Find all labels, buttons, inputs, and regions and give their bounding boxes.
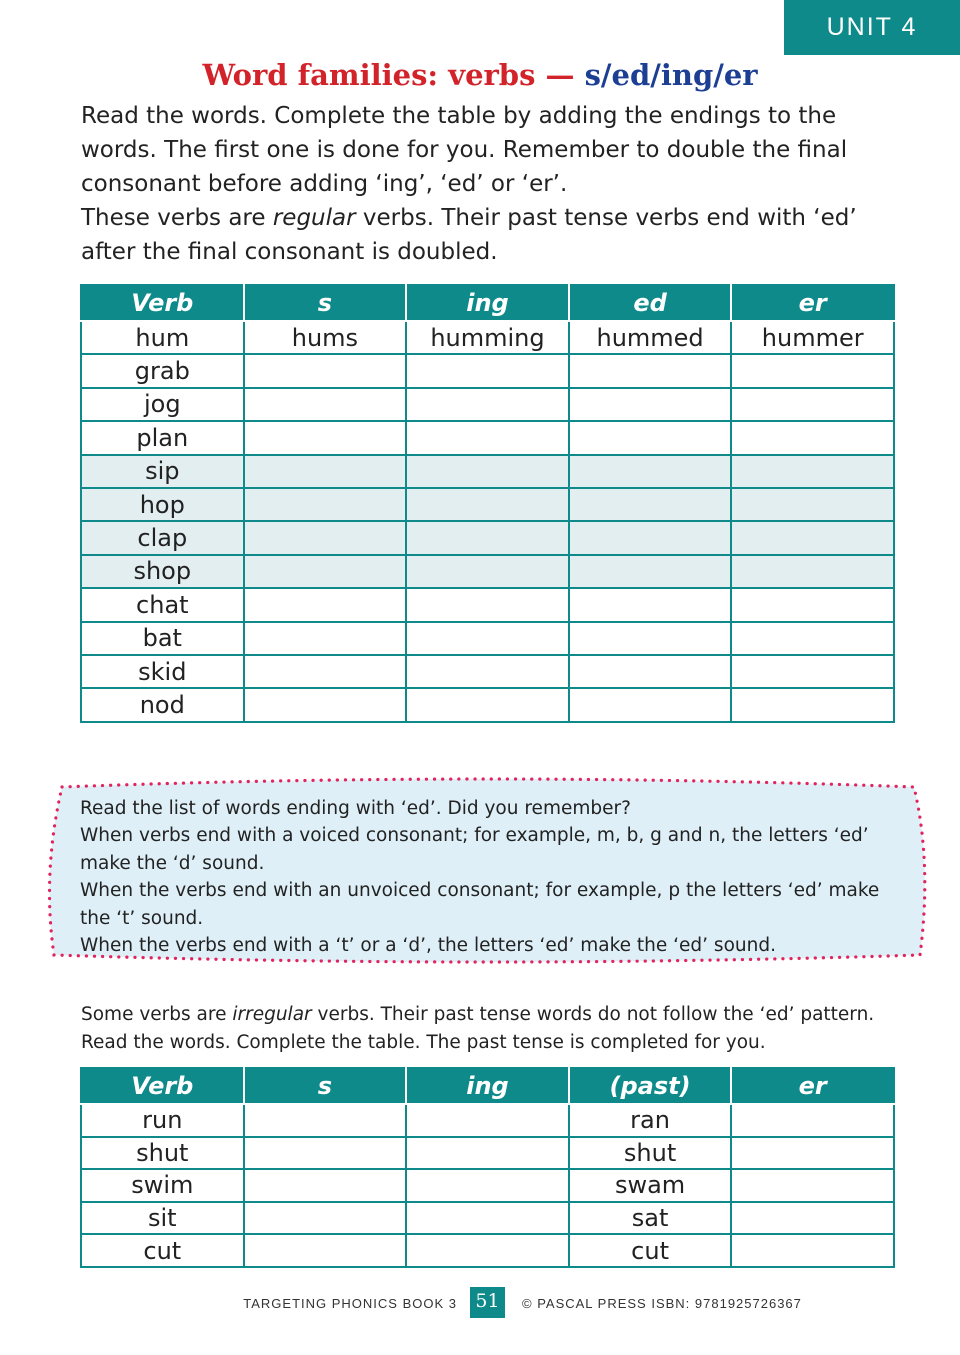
verb-cell: grab	[81, 354, 244, 387]
table-row	[81, 588, 894, 621]
table-header-row	[81, 1068, 894, 1104]
table-row	[81, 488, 894, 521]
table-row	[81, 622, 894, 655]
header-verb: Verb	[81, 285, 244, 321]
instructions-line2	[81, 201, 901, 269]
instructions	[81, 99, 901, 269]
answer-cell[interactable]	[731, 588, 894, 621]
table-row	[81, 1169, 894, 1202]
answer-cell[interactable]: hummed	[569, 321, 732, 354]
answer-cell[interactable]	[406, 388, 569, 421]
page-number: 51	[470, 1287, 505, 1318]
verb-cell: hop	[81, 488, 244, 521]
answer-cell[interactable]: shut	[569, 1137, 732, 1170]
answer-cell[interactable]	[731, 1234, 894, 1267]
page-title	[0, 58, 960, 92]
header-past: (past)	[569, 1068, 732, 1104]
verb-cell: nod	[81, 688, 244, 721]
answer-cell[interactable]	[406, 1137, 569, 1170]
answer-cell[interactable]	[569, 622, 732, 655]
table-row	[81, 1202, 894, 1235]
answer-cell[interactable]	[244, 555, 407, 588]
header-s: s	[244, 1068, 407, 1104]
verb-cell: plan	[81, 421, 244, 454]
answer-cell[interactable]	[406, 488, 569, 521]
irregular-line1	[81, 1001, 901, 1029]
table-header-row	[81, 285, 894, 321]
table-row	[81, 1137, 894, 1170]
answer-cell[interactable]	[406, 1234, 569, 1267]
answer-cell[interactable]	[731, 555, 894, 588]
answer-cell[interactable]	[244, 588, 407, 621]
verb-cell: cut	[81, 1234, 244, 1267]
answer-cell[interactable]	[731, 1202, 894, 1235]
answer-cell[interactable]	[731, 1104, 894, 1137]
irregular-verbs-table	[80, 1067, 895, 1268]
header-ed: ed	[569, 285, 732, 321]
answer-cell[interactable]	[244, 1169, 407, 1202]
answer-cell[interactable]	[244, 521, 407, 554]
verb-cell: bat	[81, 622, 244, 655]
verb-cell: skid	[81, 655, 244, 688]
verb-cell: sit	[81, 1202, 244, 1235]
answer-cell[interactable]: swam	[569, 1169, 732, 1202]
answer-cell[interactable]	[569, 488, 732, 521]
footer-publisher: © PASCAL PRESS ISBN: 9781925726367	[522, 1296, 802, 1311]
answer-cell[interactable]	[731, 655, 894, 688]
regular-verbs-table	[80, 284, 895, 723]
answer-cell[interactable]	[244, 1137, 407, 1170]
unit-label: UNIT 4	[784, 0, 960, 55]
verb-cell: hum	[81, 321, 244, 354]
answer-cell[interactable]	[406, 555, 569, 588]
header-ing: ing	[406, 285, 569, 321]
header-er: er	[731, 285, 894, 321]
answer-cell[interactable]	[406, 1104, 569, 1137]
answer-cell[interactable]	[569, 388, 732, 421]
table-row	[81, 421, 894, 454]
answer-cell[interactable]	[244, 655, 407, 688]
answer-cell[interactable]	[731, 488, 894, 521]
irreg-emphasis: irregular	[232, 1004, 312, 1025]
answer-cell[interactable]	[406, 622, 569, 655]
table-row	[81, 555, 894, 588]
verb-cell: sip	[81, 455, 244, 488]
answer-cell[interactable]	[569, 688, 732, 721]
answer-cell[interactable]	[731, 421, 894, 454]
header-er: er	[731, 1068, 894, 1104]
answer-cell[interactable]	[569, 521, 732, 554]
answer-cell[interactable]	[406, 655, 569, 688]
answer-cell[interactable]: cut	[569, 1234, 732, 1267]
table-row	[81, 388, 894, 421]
answer-cell[interactable]	[244, 622, 407, 655]
instr-text: These verbs are	[81, 205, 266, 231]
irregular-line2: Read the words. Complete the table. The past tense is completed for you.	[81, 1031, 766, 1053]
verb-cell: clap	[81, 521, 244, 554]
answer-cell[interactable]	[406, 354, 569, 387]
answer-cell[interactable]	[244, 688, 407, 721]
instr-text: verbs. Their past tense verbs end with ‘ed’ after the final consonant is doubled.	[81, 205, 857, 265]
answer-cell[interactable]	[406, 588, 569, 621]
callout-line4: When the verbs end with a ‘t’ or a ‘d’, the letters ‘ed’ make the ‘ed’ sound.	[80, 935, 776, 957]
answer-cell[interactable]	[569, 555, 732, 588]
answer-cell[interactable]	[731, 455, 894, 488]
table-row	[81, 354, 894, 387]
irreg-text: Some verbs are	[81, 1004, 227, 1025]
header-ing: ing	[406, 1068, 569, 1104]
instr-emphasis: regular	[272, 205, 356, 231]
answer-cell[interactable]	[244, 1202, 407, 1235]
answer-cell[interactable]	[244, 1104, 407, 1137]
verb-cell: run	[81, 1104, 244, 1137]
answer-cell[interactable]	[244, 455, 407, 488]
title-part1: Word families: verbs —	[202, 58, 575, 92]
answer-cell[interactable]	[731, 1137, 894, 1170]
answer-cell[interactable]	[731, 688, 894, 721]
instructions-line1: Read the words. Complete the table by adding the endings to the words. The first one is done for you. Remember to double the final consonant before adding ‘ing’, ‘ed’ or ‘er’.	[81, 103, 848, 197]
table-row	[81, 1234, 894, 1267]
table-row	[81, 655, 894, 688]
verb-cell: jog	[81, 388, 244, 421]
answer-cell[interactable]	[244, 388, 407, 421]
answer-cell[interactable]	[731, 1169, 894, 1202]
answer-cell[interactable]	[244, 354, 407, 387]
table-row	[81, 521, 894, 554]
table-row	[81, 1104, 894, 1137]
footer	[0, 1287, 960, 1319]
table-row	[81, 455, 894, 488]
answer-cell[interactable]	[569, 588, 732, 621]
answer-cell[interactable]	[244, 488, 407, 521]
answer-cell[interactable]	[406, 688, 569, 721]
table-row	[81, 688, 894, 721]
callout-line1: Read the list of words ending with ‘ed’. Did you remember?	[80, 798, 631, 819]
irregular-instructions	[81, 1001, 901, 1056]
answer-cell[interactable]	[244, 1234, 407, 1267]
verb-cell: shop	[81, 555, 244, 588]
header-verb: Verb	[81, 1068, 244, 1104]
title-part2: s/ed/ing/er	[584, 58, 758, 92]
answer-cell[interactable]: hums	[244, 321, 407, 354]
answer-cell[interactable]	[406, 521, 569, 554]
header-s: s	[244, 285, 407, 321]
answer-cell[interactable]	[244, 421, 407, 454]
answer-cell[interactable]	[569, 655, 732, 688]
answer-cell[interactable]	[731, 354, 894, 387]
verb-cell: chat	[81, 588, 244, 621]
answer-cell[interactable]	[406, 1202, 569, 1235]
callout-line3: When the verbs end with an unvoiced consonant; for example, p the letters ‘ed’ make the ‘t’ sound.	[80, 880, 880, 929]
answer-cell[interactable]	[406, 1169, 569, 1202]
answer-cell[interactable]	[731, 521, 894, 554]
callout-line2: When verbs end with a voiced consonant; for example, m, b, g and n, the letters ‘ed’ make the ‘d’ sound.	[80, 825, 869, 874]
answer-cell[interactable]: ran	[569, 1104, 732, 1137]
verb-cell: shut	[81, 1137, 244, 1170]
answer-cell[interactable]	[406, 421, 569, 454]
answer-cell[interactable]: hummer	[731, 321, 894, 354]
answer-cell[interactable]: sat	[569, 1202, 732, 1235]
answer-cell[interactable]	[731, 388, 894, 421]
answer-cell[interactable]	[731, 622, 894, 655]
answer-cell[interactable]	[569, 455, 732, 488]
answer-cell[interactable]: humming	[406, 321, 569, 354]
table-row	[81, 321, 894, 354]
answer-cell[interactable]	[406, 455, 569, 488]
answer-cell[interactable]	[569, 421, 732, 454]
irreg-text: verbs. Their past tense words do not follow the ‘ed’ pattern.	[317, 1004, 875, 1025]
answer-cell[interactable]	[569, 354, 732, 387]
footer-book-title: TARGETING PHONICS BOOK 3	[243, 1296, 457, 1311]
verb-cell: swim	[81, 1169, 244, 1202]
info-callout	[48, 773, 928, 969]
